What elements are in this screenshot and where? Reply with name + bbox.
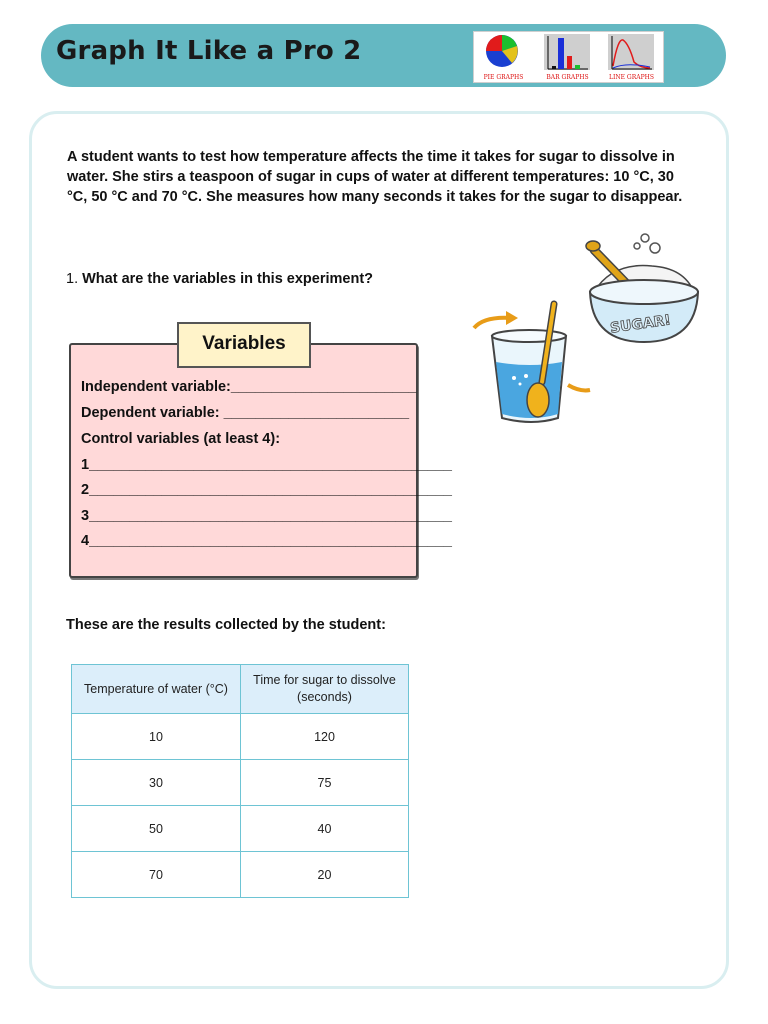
time-cell: 120: [241, 714, 409, 760]
pie-graph-thumbnail: [476, 32, 531, 82]
control-variable-4-field[interactable]: 4_____________________________________________: [81, 533, 452, 549]
line-graph-thumbnail: [604, 32, 659, 82]
bar-chart-icon: [540, 32, 595, 74]
question-text: What are the variables in this experiment?: [82, 271, 374, 287]
question-number: 1.: [66, 271, 79, 287]
table-row: [72, 806, 409, 852]
table-row: [72, 852, 409, 898]
control-variables-label: Control variables (at least 4):: [81, 431, 281, 447]
bubble-icons: [634, 234, 660, 253]
bar-graphs-caption: BAR GRAPHS: [546, 74, 589, 81]
sugar-jar-label: SUGAR!: [609, 312, 672, 337]
time-cell: 75: [241, 760, 409, 806]
temperature-cell: 50: [72, 806, 241, 852]
page-title: Graph It Like a Pro 2: [56, 36, 362, 66]
control-variable-2-field[interactable]: 2_____________________________________________: [81, 482, 452, 498]
pie-graphs-caption: PIE GRAPHS: [483, 74, 524, 81]
line-graphs-caption: LINE GRAPHS: [609, 74, 654, 81]
dependent-variable-field[interactable]: Dependent variable: _______________________: [81, 405, 410, 421]
results-label: These are the results collected by the student:: [66, 617, 386, 633]
time-cell: 20: [241, 852, 409, 898]
column-header-temperature: Temperature of water (°C): [72, 665, 241, 714]
independent-variable-field[interactable]: Independent variable:_______________________: [81, 379, 417, 395]
intro-paragraph: A student wants to test how temperature affects the time it takes for sugar to dissolve in water. She stirs a teaspoon of sugar in cups of water at different temperatures: 10 °C, 30 °C, 50 °C and 70 °C. She measures how many seconds it takes for the sugar to disappear.: [67, 149, 683, 205]
control-variable-3-field[interactable]: 3_____________________________________________: [81, 508, 452, 524]
table-row: [72, 714, 409, 760]
pie-chart-icon: [476, 32, 531, 74]
results-table: [71, 664, 409, 898]
table-header-row: [72, 665, 409, 714]
variables-title: Variables: [202, 333, 286, 354]
temperature-cell: 70: [72, 852, 241, 898]
sugar-water-illustration: [462, 232, 702, 432]
sugar-bowl-icon: [586, 241, 698, 342]
column-header-time: Time for sugar to dissolve (seconds): [241, 665, 409, 714]
temperature-cell: 30: [72, 760, 241, 806]
graph-types-banner: [473, 31, 664, 83]
question-1: [66, 271, 373, 287]
temperature-cell: 10: [72, 714, 241, 760]
control-variable-1-field[interactable]: 1_____________________________________________: [81, 457, 452, 473]
variables-tag: [177, 322, 311, 368]
line-chart-icon: [604, 32, 659, 74]
bar-graph-thumbnail: [540, 32, 595, 82]
time-cell: 40: [241, 806, 409, 852]
table-row: [72, 760, 409, 806]
